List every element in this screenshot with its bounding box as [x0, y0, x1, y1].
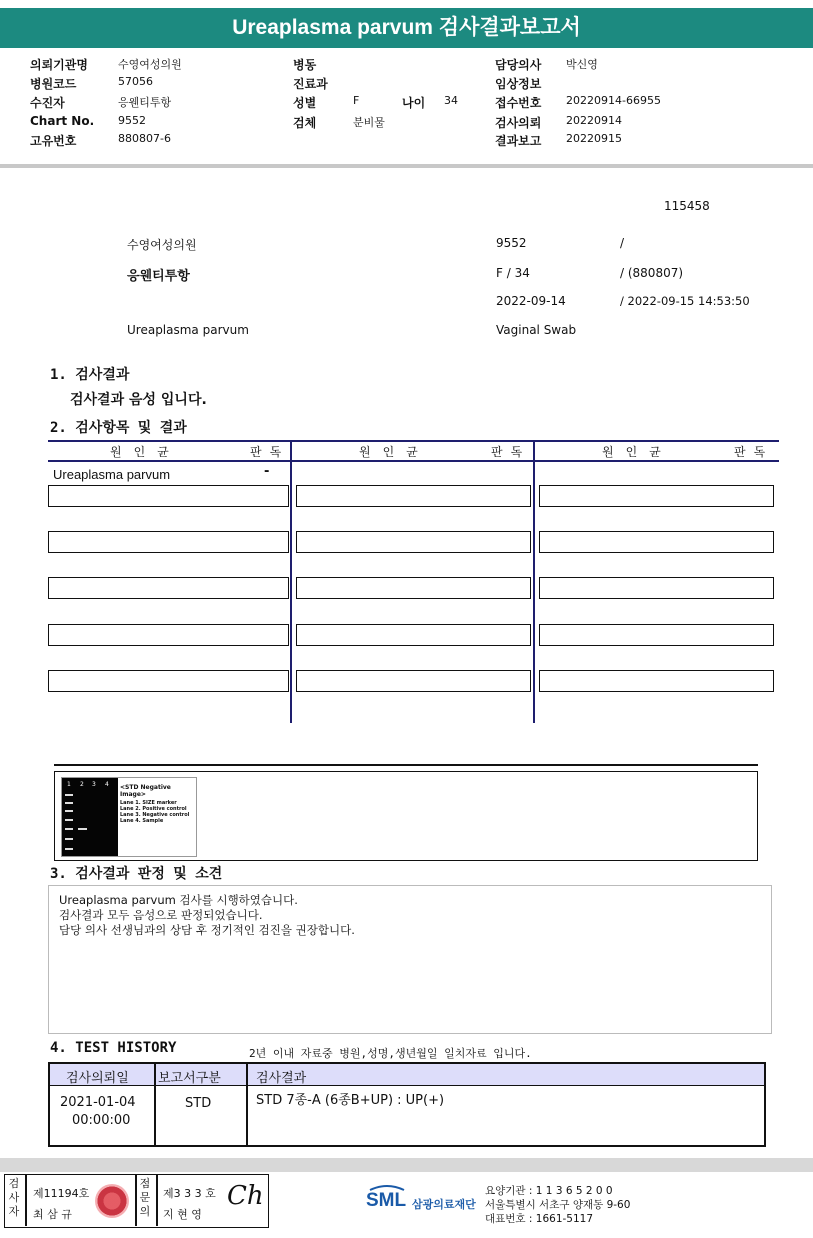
grid-header-result: 판독 — [250, 445, 290, 459]
opinion-line: 검사결과 모두 음성으로 판정되었습니다. — [59, 908, 263, 922]
header-label: 병원코드 — [30, 77, 77, 91]
institution-phone: 대표번호 : 1661-5117 — [485, 1213, 594, 1225]
history-date: 2021-01-04 — [60, 1095, 136, 1110]
opinion-line: 담당 의사 선생님과의 상담 후 정기적인 검진을 권장합니다. — [59, 923, 355, 937]
section-2-title: 2. 검사항목 및 결과 — [50, 420, 187, 436]
examiner-license: 제11194호 — [33, 1187, 90, 1200]
gel-electrophoresis-picture — [62, 778, 118, 856]
grid-header-organism: 원인균 — [602, 445, 673, 459]
grid-column-divider — [290, 440, 292, 723]
gel-image-box — [54, 771, 758, 861]
report-header — [0, 52, 813, 164]
specialist-name: 지 현 영 — [163, 1208, 202, 1221]
history-note: 2년 이내 자료중 병원,성명,생년월일 일치자료 입니다. — [249, 1047, 532, 1060]
header-value: 20220914-66955 — [566, 94, 661, 107]
patient-name: 응웬티투항 — [127, 269, 190, 284]
header-value: 수영여성의원 — [118, 58, 182, 71]
lane-number: 4 — [105, 781, 109, 788]
gel-lane-label: Lane 4. Sample — [120, 818, 164, 824]
opinion-box — [48, 885, 772, 1034]
result-cell-box — [539, 485, 774, 507]
result-cell-box — [48, 485, 289, 507]
patient-slash: / — [620, 236, 625, 250]
header-label: Chart No. — [30, 114, 95, 128]
section-4-title: 4. TEST HISTORY — [50, 1040, 177, 1056]
header-value: 9552 — [118, 114, 146, 127]
test-name: Ureaplasma parvum — [127, 323, 249, 337]
header-value: 분비물 — [353, 116, 385, 129]
grid-header-result: 판독 — [734, 445, 774, 459]
age-label: 나이 — [402, 96, 426, 110]
result-cell-box — [296, 485, 531, 507]
patient-clinic: 수영여성의원 — [127, 238, 197, 252]
history-header-date: 검사의뢰일 — [66, 1071, 129, 1086]
result-cell-box — [539, 670, 774, 692]
gel-band — [65, 838, 73, 840]
header-label: 접수번호 — [495, 96, 542, 110]
header-value: 20220914 — [566, 114, 622, 127]
tag-char: 점 — [139, 1177, 151, 1190]
lane-number: 3 — [92, 781, 96, 788]
gel-title: <STD Negative Image> — [120, 784, 171, 798]
patient-chart: 9552 — [496, 236, 527, 250]
grid-header-line — [48, 460, 779, 462]
lane-number: 1 — [67, 781, 71, 788]
header-value: 응웬티투항 — [118, 96, 172, 109]
specimen: Vaginal Swab — [496, 323, 577, 337]
grid-header-organism: 원인균 — [110, 445, 181, 459]
result-cell-box — [296, 577, 531, 599]
patient-sex-age: F / 34 — [496, 266, 530, 280]
patient-birth: / (880807) — [620, 266, 684, 280]
header-value: 880807-6 — [118, 132, 171, 145]
tag-char: 사 — [8, 1191, 20, 1204]
result-cell-box — [539, 577, 774, 599]
examiner-tag — [5, 1177, 23, 1219]
section-1-title: 1. 검사결과 — [50, 367, 130, 383]
gel-lane-label: Lane 2. Positive control — [120, 806, 187, 812]
signature-divider — [156, 1175, 158, 1226]
history-header-type: 보고서구분 — [158, 1071, 221, 1086]
document-number: 115458 — [664, 199, 710, 213]
header-label: 의뢰기관명 — [30, 58, 88, 72]
grid-header-organism: 원인균 — [359, 445, 430, 459]
result-cell-box — [48, 624, 289, 646]
tag-char: 문 — [139, 1191, 151, 1204]
sml-logo-text: SML — [366, 1190, 407, 1211]
result-grid — [48, 440, 779, 723]
report-title: Ureaplasma parvum 검사결과보고서 — [0, 8, 813, 48]
header-divider — [0, 164, 813, 168]
grid-column-divider — [533, 440, 535, 723]
date-reported: / 2022-09-15 14:53:50 — [620, 294, 750, 308]
gel-band — [78, 828, 87, 830]
tag-char: 자 — [8, 1205, 20, 1218]
header-label: 검사의뢰 — [495, 116, 542, 130]
header-value: 20220915 — [566, 132, 622, 145]
opinion-line: Ureaplasma parvum 검사를 시행하였습니다. — [59, 893, 298, 907]
header-value: 박신영 — [566, 58, 598, 71]
result-cell-box — [296, 531, 531, 553]
age-value: 34 — [444, 94, 458, 107]
gel-lane-label: Lane 1. SIZE marker — [120, 800, 177, 806]
institution-address: 서울특별시 서초구 양재동 9-60 — [485, 1199, 631, 1211]
grid-header-result: 판독 — [491, 445, 531, 459]
history-header-result: 검사결과 — [256, 1071, 307, 1086]
header-label: 결과보고 — [495, 134, 542, 148]
gel-band — [65, 828, 73, 830]
seal-stamp — [95, 1184, 129, 1218]
gel-band — [65, 819, 73, 821]
header-label: 진료과 — [293, 77, 328, 91]
history-result: STD 7종-A (6종B+UP) : UP(+) — [256, 1093, 445, 1108]
result-cell-box — [296, 670, 531, 692]
gel-band — [65, 802, 73, 804]
result-cell-box — [539, 531, 774, 553]
header-value: F — [353, 94, 360, 107]
header-label: 병동 — [293, 58, 317, 72]
organism-name: Ureaplasma parvum — [53, 467, 171, 482]
tag-char: 의 — [139, 1205, 151, 1218]
header-label: 고유번호 — [30, 134, 77, 148]
lane-number: 2 — [80, 781, 84, 788]
examiner-name: 최 삼 규 — [33, 1208, 72, 1221]
history-type: STD — [185, 1096, 212, 1111]
header-label: 담당의사 — [495, 58, 542, 72]
history-column-divider — [154, 1064, 156, 1145]
result-cell-box — [539, 624, 774, 646]
result-summary: 검사결과 음성 입니다. — [70, 392, 207, 408]
organism-result: - — [264, 464, 270, 479]
gel-band — [65, 848, 73, 850]
image-divider — [54, 764, 758, 766]
footer-band — [0, 1158, 813, 1172]
institution-code: 요양기관 : 1 1 3 6 5 2 0 0 — [485, 1185, 613, 1197]
history-table — [48, 1062, 766, 1147]
header-label: 성별 — [293, 96, 317, 110]
gel-band — [65, 810, 73, 812]
history-time: 00:00:00 — [72, 1113, 131, 1128]
date-received: 2022-09-14 — [496, 294, 566, 308]
header-value: 57056 — [118, 75, 153, 88]
section-3-title: 3. 검사결과 판정 및 소견 — [50, 866, 223, 882]
gel-band — [65, 794, 73, 796]
header-label: 임상정보 — [495, 77, 542, 91]
specialist-license: 제3 3 3 호 — [163, 1187, 216, 1200]
handwritten-signature: Ch — [227, 1181, 264, 1211]
tag-char: 검 — [8, 1177, 20, 1190]
header-label: 수진자 — [30, 96, 65, 110]
result-cell-box — [48, 531, 289, 553]
specialist-tag — [136, 1177, 154, 1219]
gel-image — [61, 777, 197, 857]
result-cell-box — [296, 624, 531, 646]
result-cell-box — [48, 577, 289, 599]
foundation-name: 삼광의료재단 — [412, 1198, 476, 1211]
signature-divider — [25, 1175, 27, 1226]
gel-lane-label: Lane 3. Negative control — [120, 812, 190, 818]
header-label: 검체 — [293, 116, 317, 130]
result-cell-box — [48, 670, 289, 692]
grid-top-line — [48, 440, 779, 442]
signature-box — [4, 1174, 269, 1228]
history-column-divider — [246, 1064, 248, 1145]
